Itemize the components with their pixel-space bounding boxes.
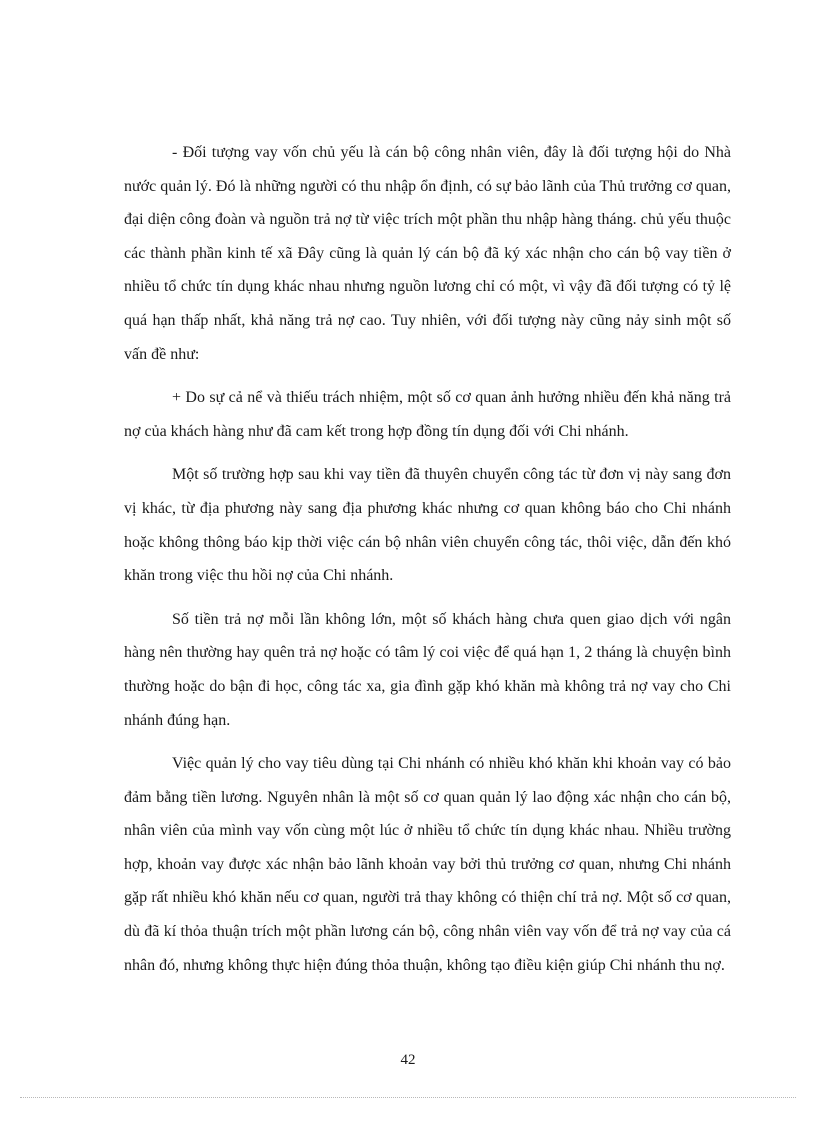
paragraph-salary-guarantee: Việc quản lý cho vay tiêu dùng tại Chi nhánh có nhiều khó khăn khi khoản vay có bảo đảm bằng tiền lương. Nguyên nhân là một số cơ quan quản lý lao động xác nhận cho cán bộ, nhân viên của mình vay vốn cùng một lúc ở nhiều tổ chức tín dụng khác nhau. Nhiều trường hợp, khoản vay được xác nhận bảo lãnh khoản vay bởi thủ trưởng cơ quan, nhưng Chi nhánh gặp rất nhiều khó khăn nếu cơ quan, người trả thay không có thiện chí trả nợ. Một số cơ quan, dù đã kí thỏa thuận trích một phần lương cán bộ, công nhân viên vay vốn để trả nợ vay của cá nhân đó, nhưng không thực hiện đúng thỏa thuận, không tạo điều kiện giúp Chi nhánh thu nợ. [124,755,731,974]
paragraph-agency-responsibility: + Do sự cả nể và thiếu trách nhiệm, một số cơ quan ảnh hưởng nhiều đến khả năng trả nợ của khách hàng như đã cam kết trong hợp đồng tín dụng đối với Chi nhánh. [124,389,731,440]
page-bottom-border [20,1097,796,1098]
page-number: 42 [400,1052,416,1068]
paragraph-small-repayments: Số tiền trả nợ mỗi lần không lớn, một số khách hàng chưa quen giao dịch với ngân hàng nên thường hay quên trả nợ hoặc có tâm lý coi việc để quá hạn 1, 2 tháng là chuyện bình thường hoặc do bận đi học, công tác xa, gia đình gặp khó khăn mà không trả nợ vay cho Chi nhánh đúng hạn. [124,610,731,729]
paragraph-borrower-subject: - Đối tượng vay vốn chủ yếu là cán bộ công nhân viên, đây là đối tượng hội do Nhà nước quản lý. Đó là những người có thu nhập ổn định, có sự bảo lãnh của Thủ trưởng cơ quan, đại diện công đoàn và nguồn trả nợ từ việc trích một phần thu nhập hàng tháng. chủ yếu thuộc các thành phần kinh tế xã Đây cũng là quản lý cán bộ đã ký xác nhận cho cán bộ vay tiền ở nhiều tổ chức tín dụng khác nhau nhưng nguồn lương chỉ có một, vì vậy đã đối tượng có tỷ lệ quá hạn thấp nhất, khả năng trả nợ cao. Tuy nhiên, với đối tượng này cũng nảy sinh một số vấn đề như: [124,144,731,363]
body-text [124,136,731,992]
paragraph-job-transfer: Một số trường hợp sau khi vay tiền đã thuyên chuyển công tác từ đơn vị này sang đơn vị khác, từ địa phương này sang địa phương khác nhưng cơ quan không báo cho Chi nhánh hoặc không thông báo kịp thời việc cán bộ nhân viên chuyển công tác, thôi việc, dẫn đến khó khăn trong việc thu hồi nợ của Chi nhánh. [124,466,731,585]
